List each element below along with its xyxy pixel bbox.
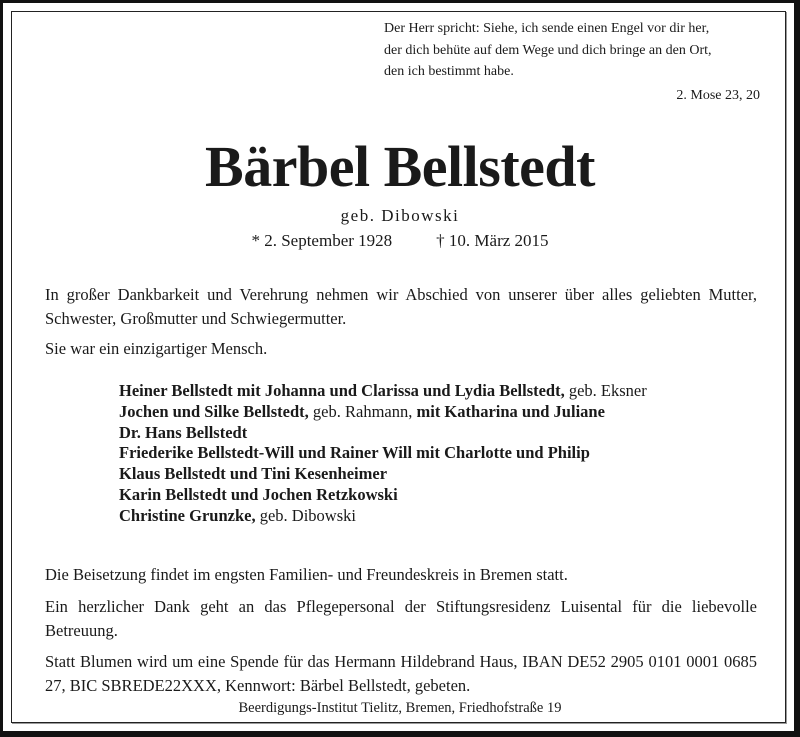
mourner-name: Karin Bellstedt und Jochen Retzkowski — [119, 484, 398, 504]
mourners-list — [119, 381, 779, 527]
mourner-note: geb. Rahmann, — [308, 401, 417, 421]
mourner-name: Heiner Bellstedt mit Johanna und Clarissa und Lydia Bellstedt, — [119, 381, 565, 400]
undertaker-info: Beerdigungs-Institut Tielitz, Bremen, Friedhofstraße 19 — [238, 700, 562, 716]
funeral-notice: Die Beisetzung findet im engsten Familien- und Freundeskreis in Bremen statt. — [45, 565, 568, 584]
verse-line: den ich bestimmt habe. — [384, 64, 514, 79]
mourner-row — [119, 506, 779, 527]
tribute-line: Sie war ein einzigartiger Mensch. — [45, 339, 268, 358]
deceased-name: Bärbel Bellstedt — [205, 134, 595, 199]
mourner-name: Klaus Bellstedt und Tini Kesenheimer — [119, 464, 388, 484]
maiden-name: geb. Dibowski — [340, 206, 460, 225]
mourner-name: Dr. Hans Bellstedt — [119, 422, 248, 442]
mourner-note: geb. Eksner — [564, 381, 647, 400]
mourner-name: Friederike Bellstedt-Will und Rainer Will mit Charlotte und Philip — [119, 443, 590, 463]
donation-notice: Statt Blumen wird um eine Spende für das Hermann Hildebrand Haus, IBAN DE52 2905 0101 0001 0685 27, BIC SBREDE22XXX, Kennwort: Bärbel Bellstedt, gebeten. — [45, 652, 757, 695]
mourner-name-cont: mit Katharina und Juliane — [416, 401, 605, 421]
thanks-notice: Ein herzlicher Dank geht an das Pflegepersonal der Stiftungsresidenz Luisental für die liebevolle Betreuung. — [45, 597, 757, 640]
verse-line: Der Herr spricht: Siehe, ich sende einen Engel vor dir her, — [384, 21, 710, 36]
mourner-row — [119, 381, 779, 402]
verse-reference: 2. Mose 23, 20 — [676, 87, 760, 103]
mourner-note: geb. Dibowski — [255, 505, 356, 525]
intro-paragraph: In großer Dankbarkeit und Verehrung nehmen wir Abschied von unserer über alles geliebten Mutter, Schwester, Großmutter und Schwiegermutter. — [45, 285, 757, 328]
mourner-row — [119, 423, 779, 444]
life-dates — [0, 230, 800, 252]
mourner-row — [119, 443, 779, 464]
mourner-name: Jochen und Silke Bellstedt, — [119, 401, 309, 421]
bible-verse — [384, 18, 760, 106]
mourner-row — [119, 485, 779, 506]
mourner-name: Christine Grunzke, — [119, 505, 256, 525]
verse-line: der dich behüte auf dem Wege und dich bringe an den Ort, — [384, 42, 712, 58]
death-date: † 10. März 2015 — [436, 231, 549, 250]
mourner-row — [119, 402, 779, 423]
birth-date: * 2. September 1928 — [251, 231, 393, 250]
mourner-row — [119, 464, 779, 485]
